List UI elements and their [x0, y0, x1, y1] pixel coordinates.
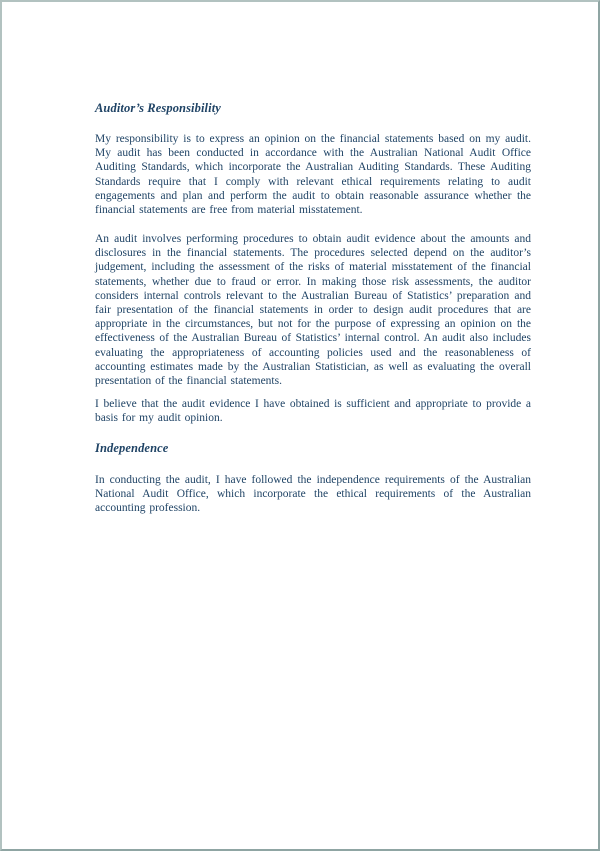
paragraph-audit-procedures: An audit involves performing procedures to obtain audit evidence about the amounts and disclosures in the financial statements. The procedures selected depend on the auditor’s judgement, including the assessment of the risks of material misstatement of the financial statements, whether due to fraud or error. In making those risk assessments, the auditor considers internal controls relevant to the Australian Bureau of Statistics’ preparation and fair presentation of the financial statements in order to design audit procedures that are appropriate in the circumstances, but not for the purpose of expressing an opinion on the effectiveness of the Australian Bureau of Statistics’ internal control. An audit also includes evaluating the appropriateness of accounting policies used and the reasonableness of accounting estimates made by the Australian Statistician, as well as evaluating the overall presentation of the financial statements. — [95, 233, 531, 388]
paragraph-responsibility: My responsibility is to express an opinion on the financial statements based on my audit. My audit has been conducted in accordance with the Australian National Audit Office Auditing Standards, which incorporate the Australian Auditing Standards. These Auditing Standards require that I comply with relevant ethical requirements relating to audit engagements and plan and perform the audit to obtain reasonable assurance whether the financial statements are free from material misstatement. — [95, 133, 531, 217]
section-heading-independence: Independence — [95, 441, 169, 455]
paragraph-independence: In conducting the audit, I have followed the independence requirements of the Australian National Audit Office, which incorporate the ethical requirements of the Australian accounting profession. — [95, 474, 531, 515]
paragraph-audit-evidence: I believe that the audit evidence I have obtained is sufficient and appropriate to provide a basis for my audit opinion. — [95, 398, 531, 425]
section-heading-auditors-responsibility: Auditor’s Responsibility — [95, 101, 221, 115]
